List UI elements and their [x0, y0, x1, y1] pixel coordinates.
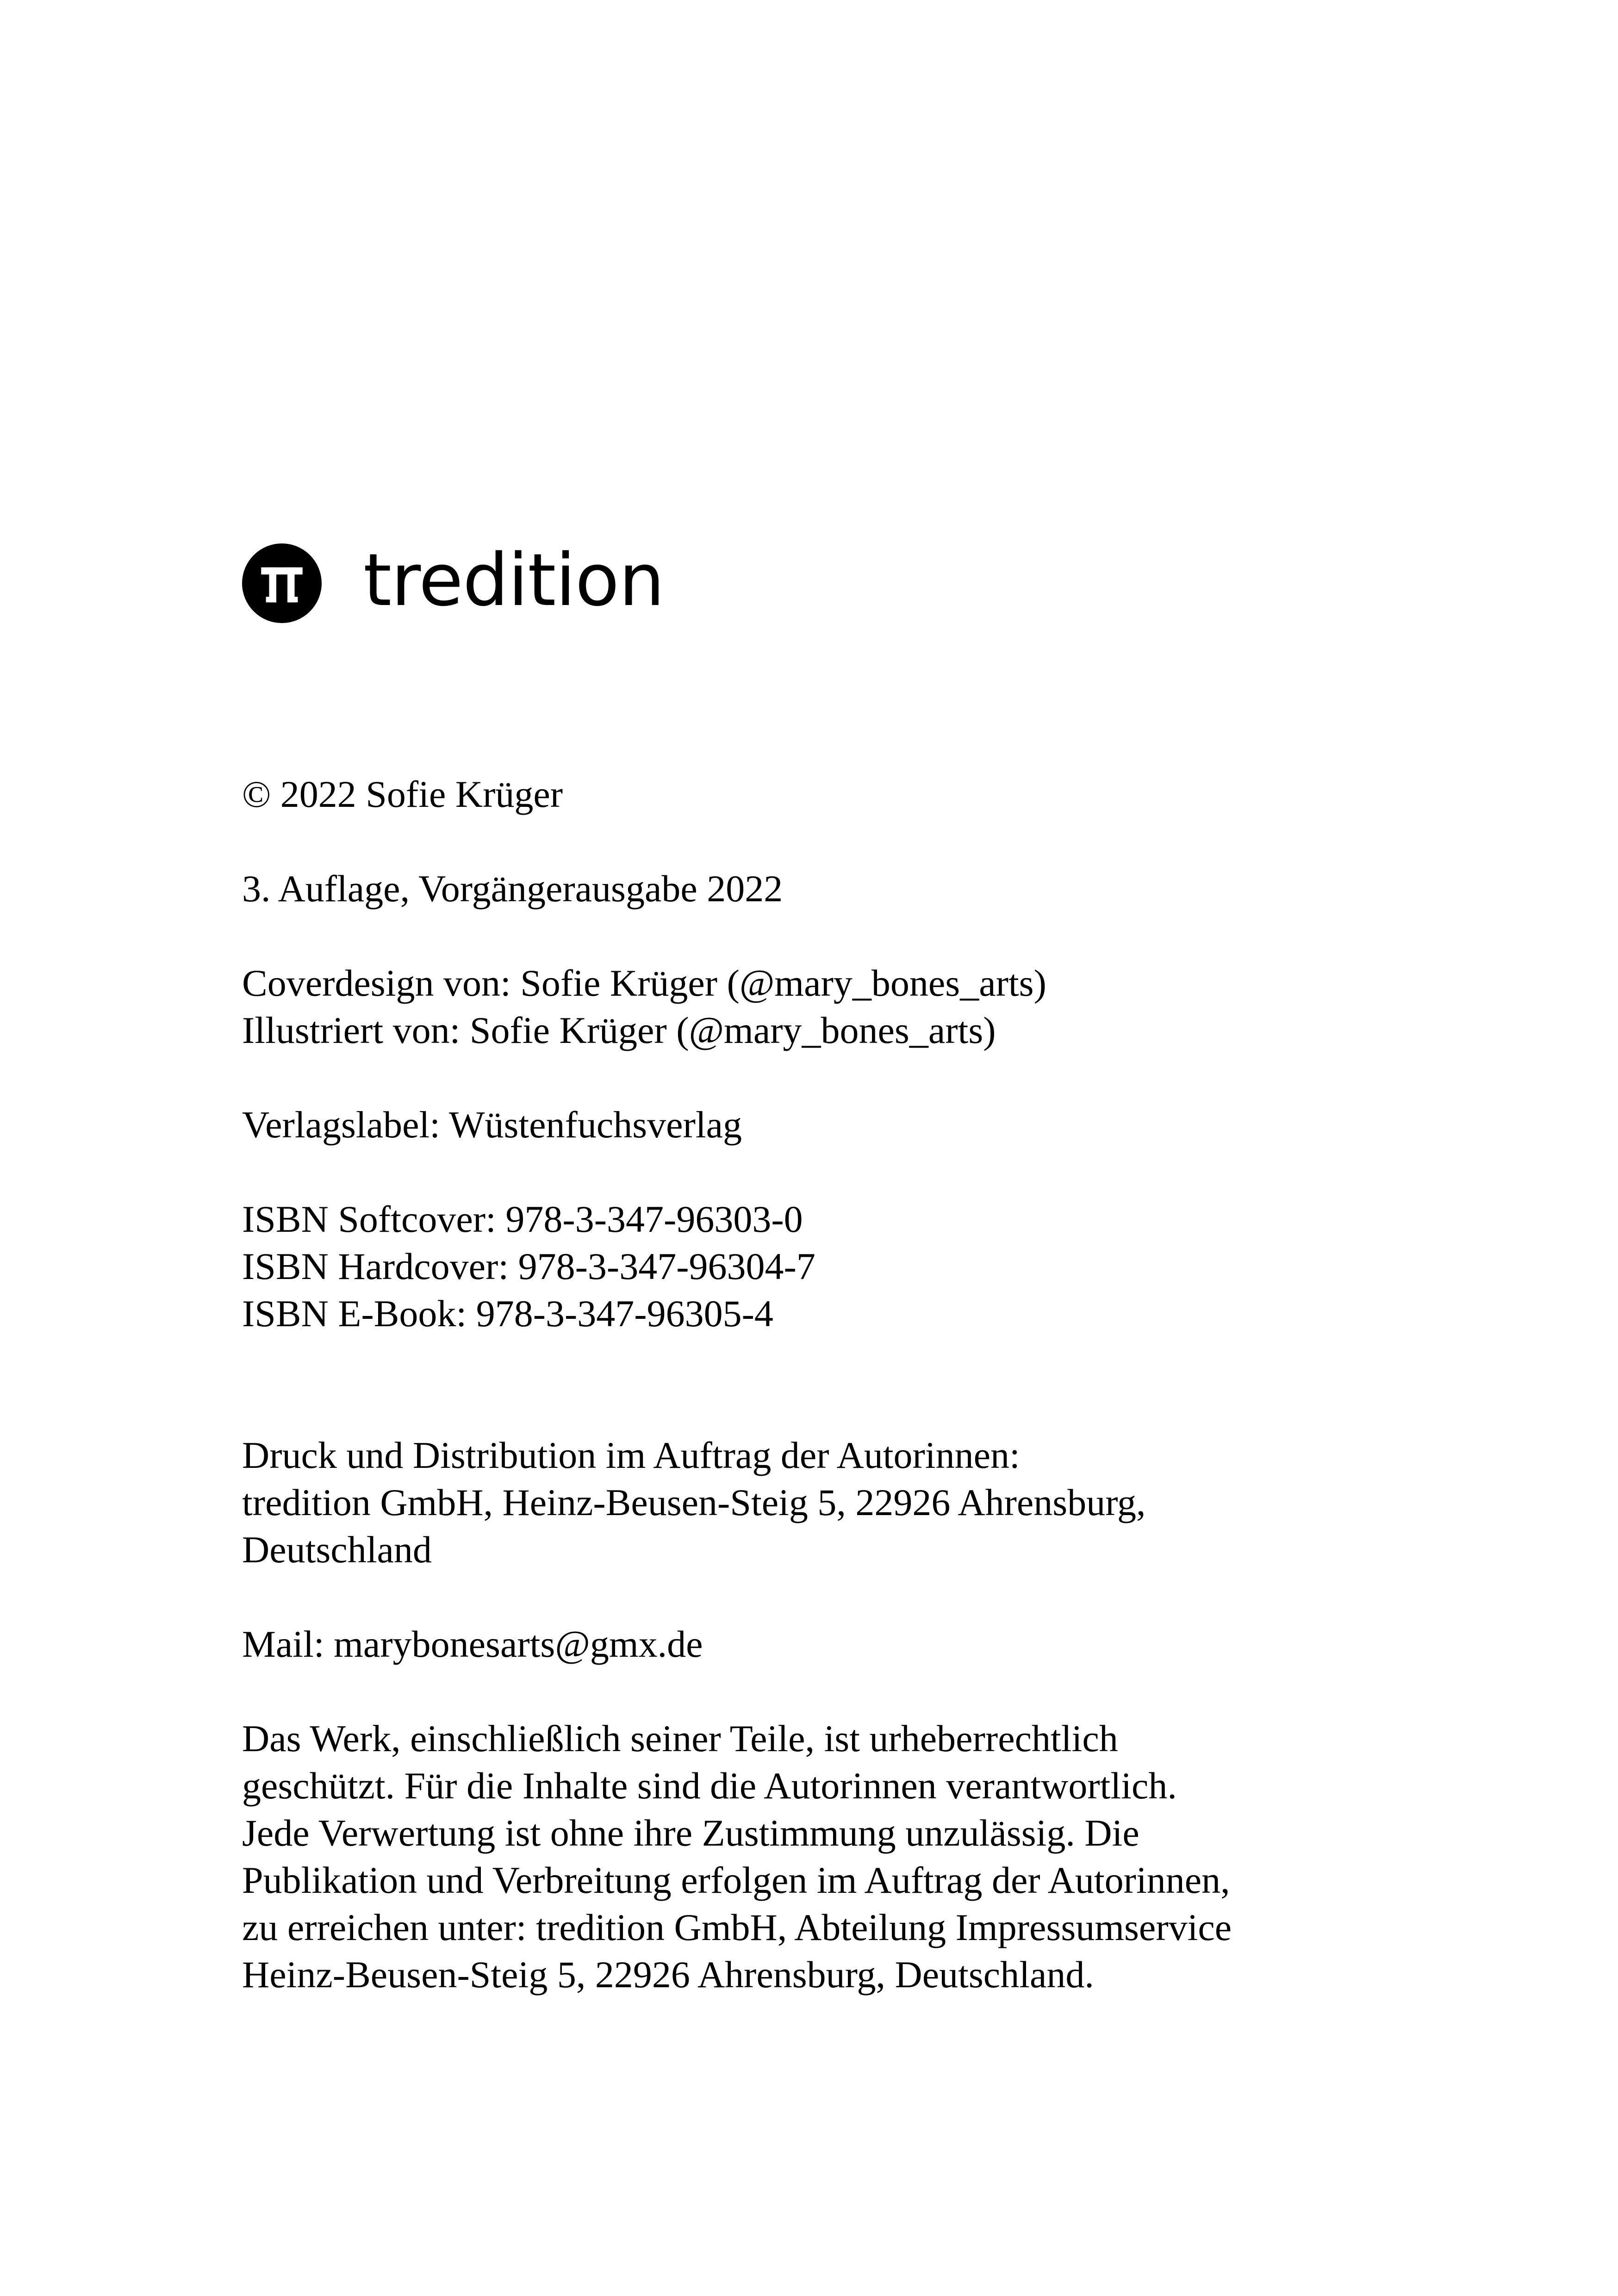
- copyright-line: © 2022 Sofie Krüger: [242, 773, 563, 815]
- isbn-ebook: ISBN E-Book: 978-3-347-96305-4: [242, 1292, 773, 1335]
- legal-line: zu erreichen unter: tredition GmbH, Abteilung Impressumservice: [242, 1906, 1232, 1948]
- logo-wordmark: tredition: [363, 538, 665, 622]
- distribution-line: Druck und Distribution im Auftrag der Autorinnen:: [242, 1434, 1020, 1476]
- distribution-line: Deutschland: [242, 1529, 432, 1571]
- legal-notice: [242, 1715, 1492, 1998]
- distribution-block: [242, 1432, 1492, 1573]
- legal-line: geschützt. Für die Inhalte sind die Autorinnen verantwortlich.: [242, 1765, 1177, 1807]
- tredition-logo-icon: [242, 543, 322, 623]
- legal-line: Das Werk, einschließlich seiner Teile, ist urheberrechtlich: [242, 1717, 1118, 1759]
- legal-line: Publikation und Verbreitung erfolgen im Auftrag der Autorinnen,: [242, 1859, 1230, 1901]
- distribution-line: tredition GmbH, Heinz-Beusen-Steig 5, 22926 Ahrensburg,: [242, 1481, 1146, 1523]
- credit-line-cover: Coverdesign von: Sofie Krüger (@mary_bones_arts): [242, 962, 1046, 1004]
- edition-line: 3. Auflage, Vorgängerausgabe 2022: [242, 867, 783, 910]
- publisher-logo: [242, 538, 665, 625]
- publisher-label-line: Verlagslabel: Wüstenfuchsverlag: [242, 1104, 742, 1146]
- mail-line: Mail: marybonesarts@gmx.de: [242, 1623, 703, 1665]
- legal-line: Jede Verwertung ist ohne ihre Zustimmung unzulässig. Die: [242, 1812, 1139, 1854]
- legal-line: Heinz-Beusen-Steig 5, 22926 Ahrensburg, Deutschland.: [242, 1953, 1094, 1996]
- isbn-hardcover: ISBN Hardcover: 978-3-347-96304-7: [242, 1245, 815, 1287]
- isbn-block: [242, 1196, 1492, 1337]
- credit-line-illustration: Illustriert von: Sofie Krüger (@mary_bones_arts): [242, 1009, 996, 1051]
- imprint-text: [242, 771, 1492, 1998]
- isbn-softcover: ISBN Softcover: 978-3-347-96303-0: [242, 1198, 803, 1240]
- credits-block: [242, 960, 1492, 1054]
